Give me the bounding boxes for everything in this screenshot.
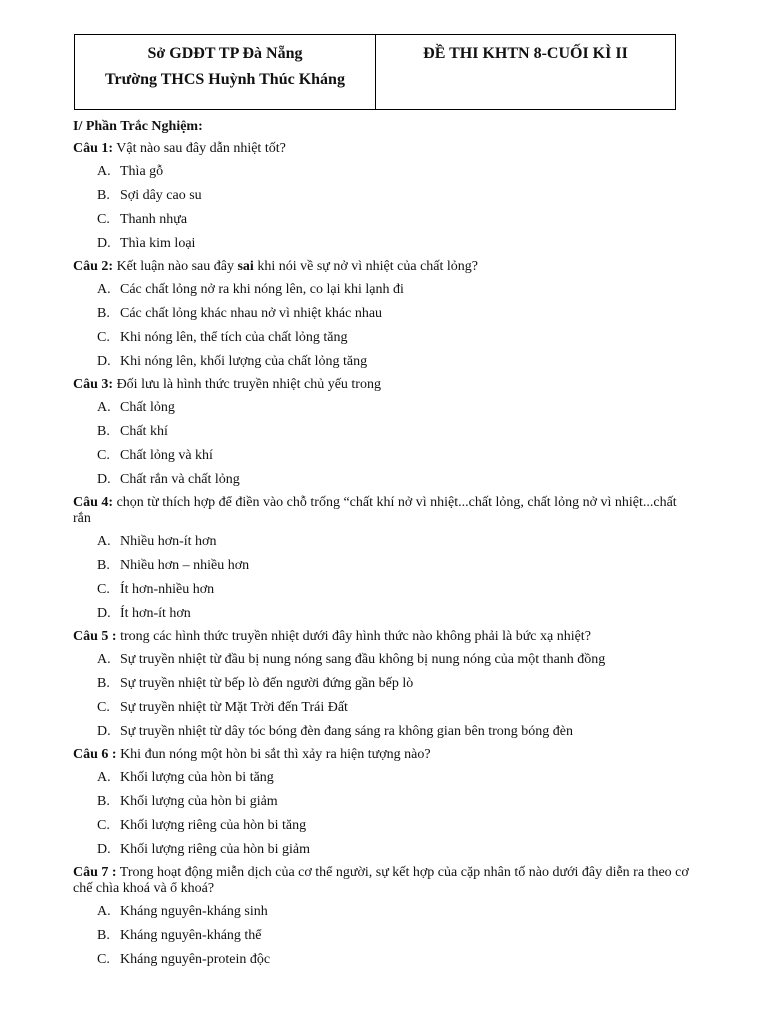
option-text: Chất rắn và chất lỏng [120,472,240,487]
option-d [73,468,697,492]
department-name: Sở GDĐT TP Đà Nẵng [147,45,303,62]
question-label: Câu 5 : [73,629,117,644]
question-7 [73,862,697,972]
option-letter: D. [97,724,111,739]
question-text [73,138,697,160]
option-a [73,900,697,924]
question-text [73,492,697,530]
option-b [73,420,697,444]
question-text [73,374,697,396]
option-a [73,278,697,302]
option-letter: D. [97,236,111,251]
option-text: Thìa kim loại [120,236,196,251]
option-a [73,530,697,554]
question-emphasis: sai [237,259,254,274]
option-text: Kháng nguyên-protein độc [120,952,271,967]
option-c [73,208,697,232]
option-text: Nhiều hơn-ít hơn [120,534,217,549]
option-a [73,648,697,672]
question-text [73,626,697,648]
question-5 [73,626,697,744]
option-b [73,790,697,814]
option-text: Kháng nguyên-kháng sinh [120,904,268,919]
option-letter: C. [97,448,110,463]
option-text: Sự truyền nhiệt từ Mặt Trời đến Trái Đất [120,700,348,715]
option-text: Khối lượng của hòn bi giảm [120,794,278,809]
option-text: Ít hơn-nhiều hơn [120,582,215,597]
question-4 [73,492,697,626]
option-text: Khi nóng lên, khối lượng của chất lỏng tăng [120,354,368,369]
option-c [73,444,697,468]
option-c [73,578,697,602]
question-body-start: Kết luận nào sau đây [113,259,238,274]
option-b [73,302,697,326]
question-body-end: khi nói về sự nở vì nhiệt của chất lỏng? [253,259,478,274]
school-info-cell [75,35,376,110]
question-text [73,744,697,766]
option-b [73,554,697,578]
option-letter: D. [97,842,111,857]
option-letter: B. [97,676,110,691]
option-letter: C. [97,952,110,967]
option-text: Khối lượng riêng của hòn bi tăng [120,818,307,833]
question-body: Khi đun nóng một hòn bi sắt thì xảy ra hiện tượng nào? [116,747,431,762]
question-text [73,256,697,278]
option-letter: A. [97,770,111,785]
option-letter: A. [97,904,111,919]
question-body: Vật nào sau đây dẫn nhiệt tốt? [113,141,286,156]
question-text [73,862,697,900]
option-letter: B. [97,794,110,809]
option-text: Chất khí [120,424,168,439]
option-text: Ít hơn-ít hơn [120,606,191,621]
question-6 [73,744,697,862]
option-d [73,838,697,862]
question-3 [73,374,697,492]
option-text: Chất lỏng và khí [120,448,213,463]
option-list [73,766,697,862]
option-text: Sự truyền nhiệt từ bếp lò đến người đứng gần bếp lò [120,676,414,691]
option-b [73,672,697,696]
option-text: Thanh nhựa [120,212,188,227]
option-letter: C. [97,330,110,345]
option-text: Các chất lỏng khác nhau nở vì nhiệt khác nhau [120,306,383,321]
question-label: Câu 6 : [73,747,117,762]
option-text: Sự truyền nhiệt từ đầu bị nung nóng sang đầu không bị nung nóng của một thanh đồng [120,652,606,667]
exam-title-cell [376,35,676,110]
option-text: Sự truyền nhiệt từ dây tóc bóng đèn đang sáng ra không gian bên trong bóng đèn [120,724,573,739]
option-list [73,530,697,626]
option-c [73,326,697,350]
option-letter: C. [97,818,110,833]
option-letter: B. [97,928,110,943]
option-d [73,232,697,256]
question-body: Đối lưu là hình thức truyền nhiệt chủ yếu trong [113,377,381,392]
option-letter: B. [97,558,110,573]
option-letter: D. [97,354,111,369]
question-label: Câu 4: [73,495,114,510]
option-d [73,602,697,626]
option-letter: A. [97,164,111,179]
option-letter: A. [97,282,111,297]
option-list [73,396,697,492]
option-c [73,814,697,838]
option-text: Kháng nguyên-kháng thể [120,928,262,943]
question-2 [73,256,697,374]
option-c [73,948,697,972]
section-title: I/ Phần Trắc Nghiệm: [73,119,203,134]
option-text: Nhiều hơn – nhiều hơn [120,558,250,573]
option-text: Khối lượng riêng của hòn bi giảm [120,842,310,857]
option-text: Khối lượng của hòn bi tăng [120,770,274,785]
option-c [73,696,697,720]
option-letter: B. [97,188,110,203]
school-name: Trường THCS Huỳnh Thúc Kháng [105,71,345,88]
option-letter: C. [97,212,110,227]
option-list [73,278,697,374]
option-text: Các chất lỏng nở ra khi nóng lên, co lại khi lạnh đi [120,282,404,297]
option-letter: C. [97,582,110,597]
exam-content [73,116,697,972]
option-list [73,648,697,744]
option-text: Sợi dây cao su [120,188,202,203]
option-letter: A. [97,652,111,667]
option-text: Chất lỏng [120,400,175,415]
option-list [73,900,697,972]
option-d [73,350,697,374]
question-label: Câu 7 : [73,865,117,880]
question-label: Câu 2: [73,259,114,274]
option-a [73,766,697,790]
option-text: Thìa gỗ [120,164,164,179]
option-a [73,396,697,420]
question-body: trong các hình thức truyền nhiệt dưới đây hình thức nào không phải là bức xạ nhiệt? [116,629,591,644]
option-letter: D. [97,472,111,487]
option-letter: D. [97,606,111,621]
question-label: Câu 3: [73,377,114,392]
option-letter: A. [97,400,111,415]
option-b [73,184,697,208]
question-1 [73,138,697,256]
exam-header-table [74,34,676,110]
option-letter: A. [97,534,111,549]
question-label: Câu 1: [73,141,114,156]
option-text: Khi nóng lên, thể tích của chất lỏng tăng [120,330,348,345]
option-a [73,160,697,184]
question-body: chọn từ thích hợp để điền vào chỗ trống “chất khí nở vì nhiệt...chất lỏng, chất lỏng nở vì nhiệt...chất rắn [73,495,677,526]
option-letter: B. [97,306,110,321]
option-b [73,924,697,948]
exam-title: ĐỀ THI KHTN 8-CUỐI KÌ II [423,45,628,62]
option-d [73,720,697,744]
question-body: Trong hoạt động miễn dịch của cơ thể người, sự kết hợp của cặp nhân tố nào dưới đây diễn ra theo cơ chế chìa khoá và ổ khoá? [73,865,689,896]
option-list [73,160,697,256]
option-letter: B. [97,424,110,439]
option-letter: C. [97,700,110,715]
